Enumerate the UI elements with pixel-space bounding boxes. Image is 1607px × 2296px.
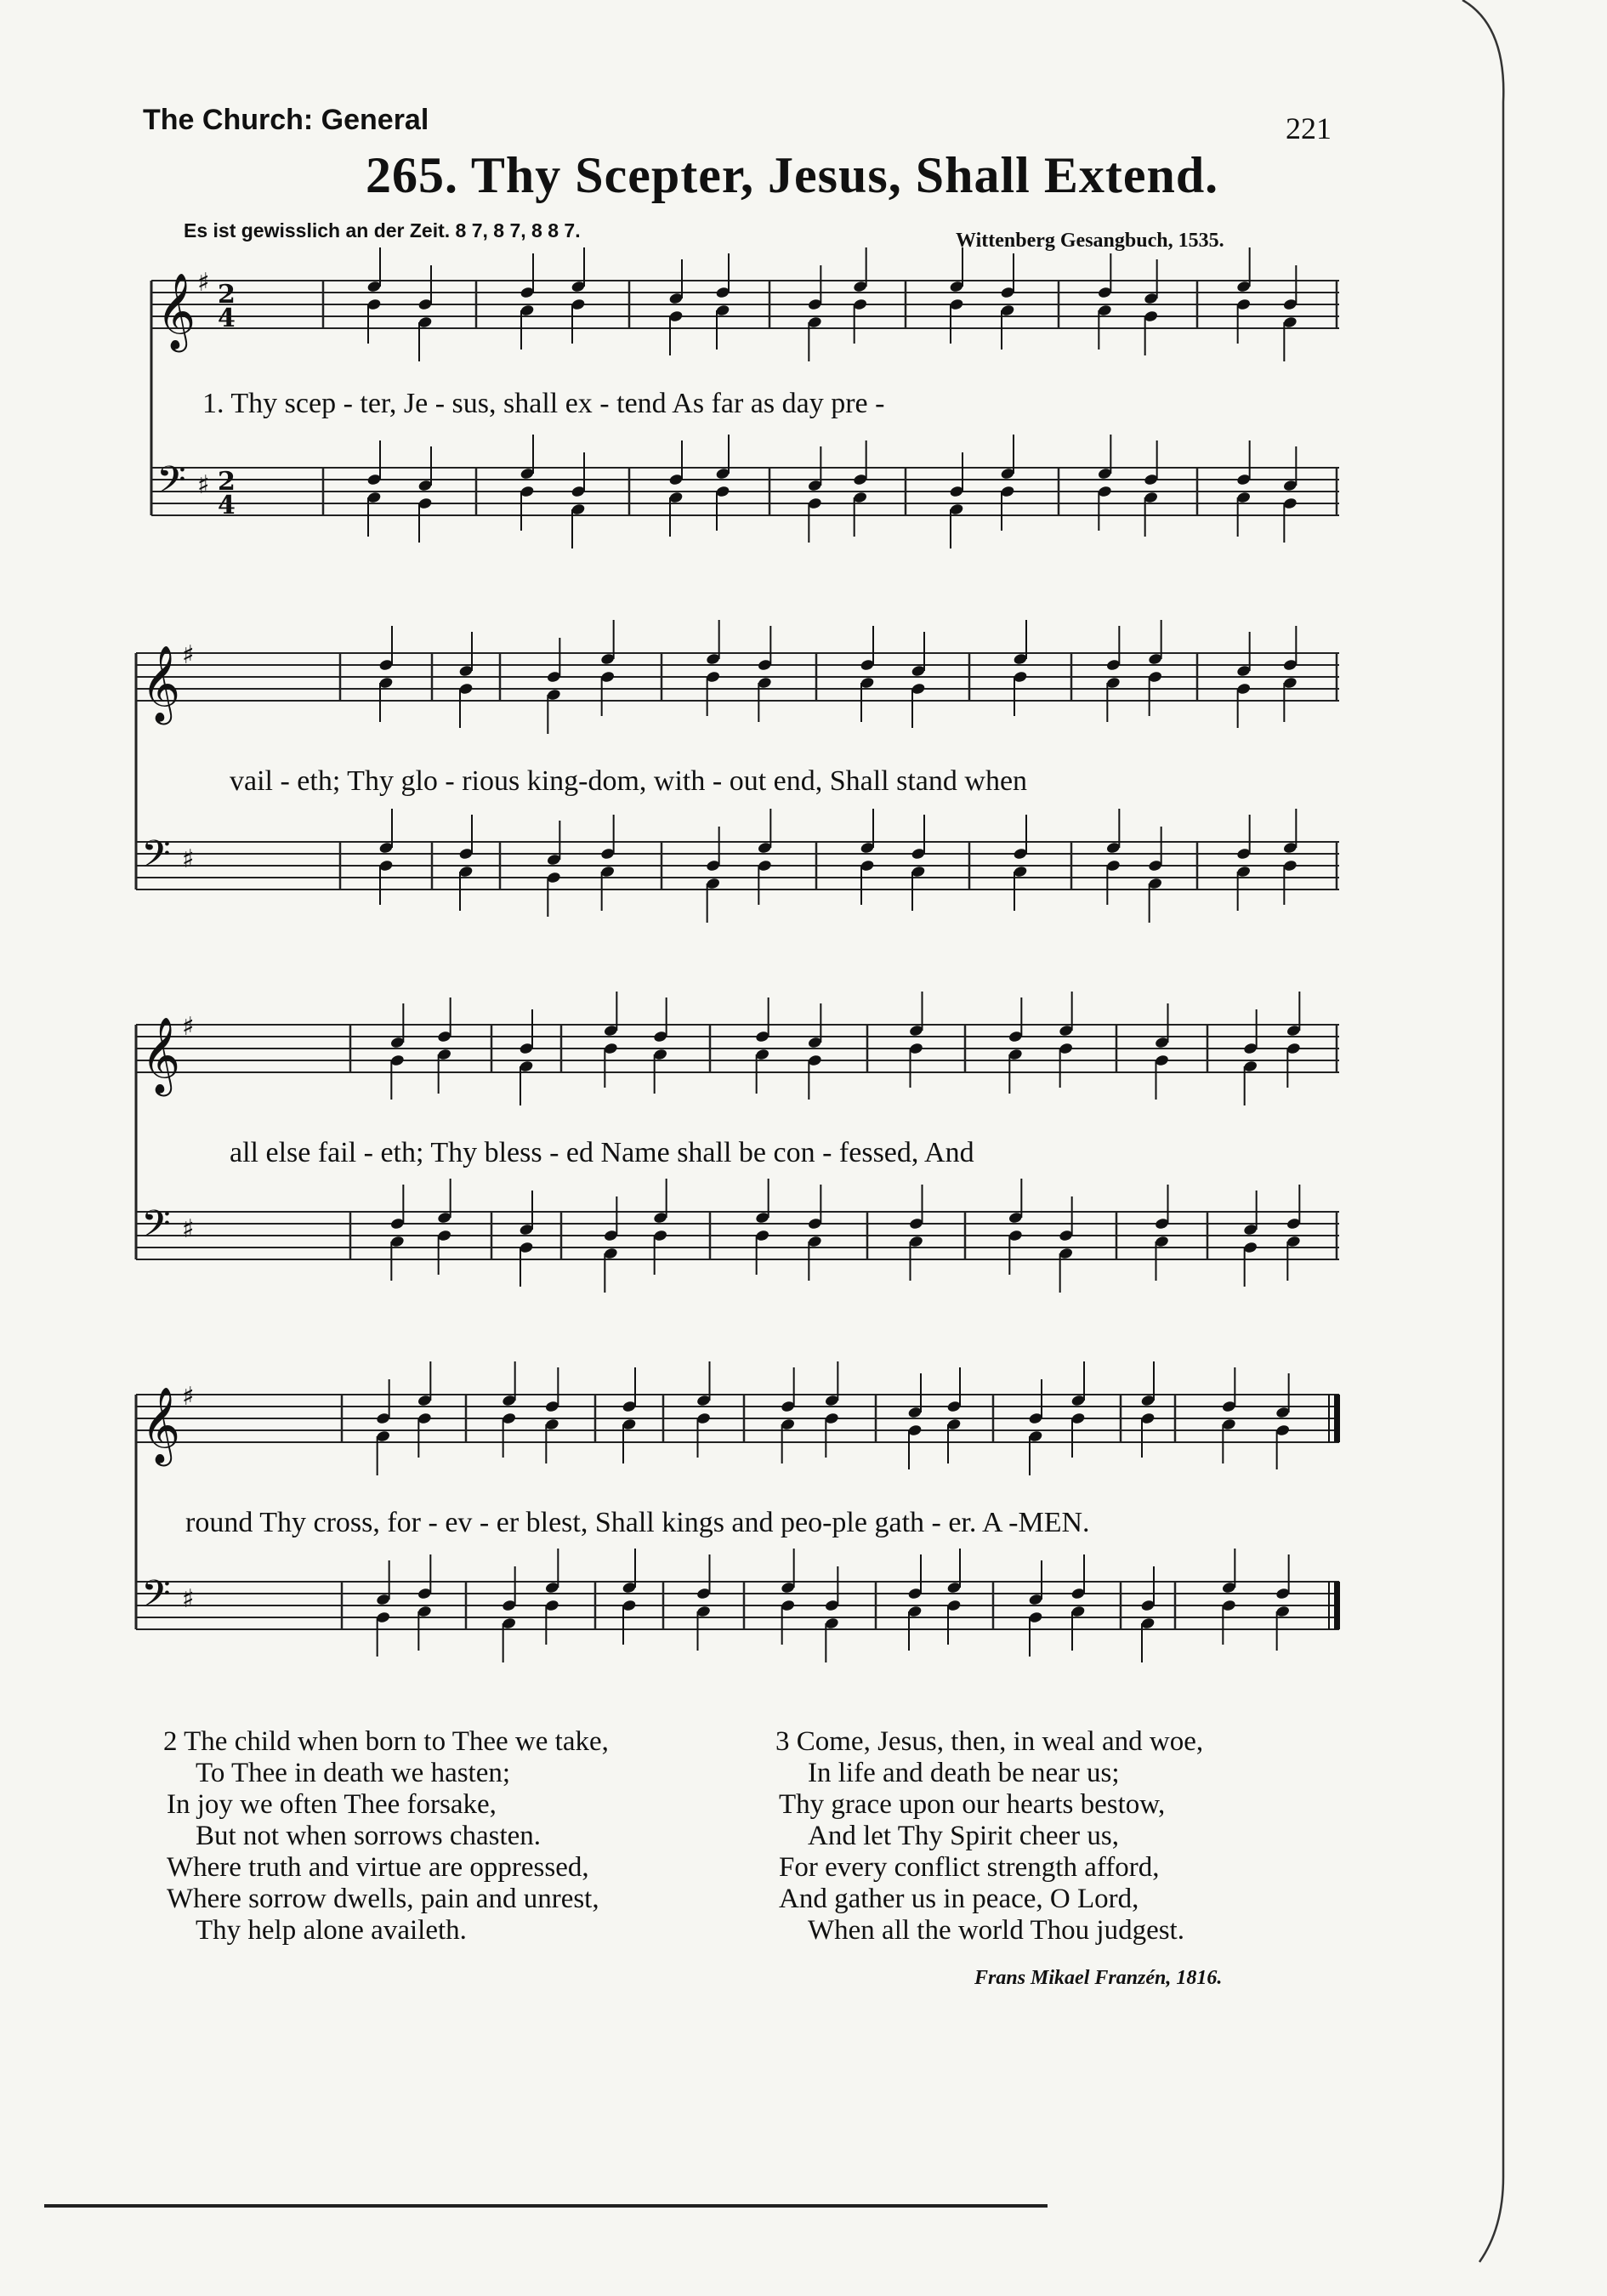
final-barline-thick	[1334, 1395, 1340, 1442]
sharp-icon: ♯	[182, 1214, 195, 1244]
treble-clef-icon: 𝄞	[141, 1387, 181, 1463]
sharp-icon: ♯	[182, 640, 195, 670]
stanza-3	[775, 1726, 1203, 1946]
stanza-line: For every conflict strength afford,	[779, 1852, 1160, 1883]
stanza-line: 2 The child when born to Thee we take,	[163, 1726, 609, 1757]
sharp-icon: ♯	[182, 1382, 195, 1412]
stanza-line: In joy we often Thee forsake,	[167, 1789, 497, 1820]
bottom-rule	[44, 2204, 1048, 2208]
treble-clef-icon: 𝄞	[156, 273, 196, 350]
treble-clef-icon: 𝄞	[141, 645, 181, 722]
tune-meter: Es ist gewisslich an der Zeit. 8 7, 8 7, 8 8 7.	[184, 219, 581, 242]
lyric-line: vail - eth; Thy glo - rious king-dom, with - out end, Shall stand when	[230, 765, 1028, 797]
bass-clef-icon: 𝄢	[141, 832, 171, 885]
time-signature-top: 2	[218, 467, 236, 497]
tune-source: Wittenberg Gesangbuch, 1535.	[956, 230, 1224, 252]
stanza-line: And gather us in peace, O Lord,	[779, 1884, 1139, 1914]
sharp-icon: ♯	[182, 1012, 195, 1042]
stanza-line: Where sorrow dwells, pain and unrest,	[167, 1884, 599, 1914]
section-label: The Church: General	[143, 104, 429, 136]
sharp-icon: ♯	[182, 844, 195, 874]
hymn-title: 265. Thy Scepter, Jesus, Shall Extend.	[366, 147, 1219, 203]
stanza-line: In life and death be near us;	[808, 1758, 1120, 1788]
sharp-icon: ♯	[197, 470, 210, 500]
bass-clef-icon: 𝄢	[141, 1571, 171, 1625]
stanza-line: Thy help alone availeth.	[196, 1915, 467, 1946]
treble-clef-icon: 𝄞	[141, 1017, 181, 1094]
stanza-line: But not when sorrows chasten.	[196, 1821, 542, 1851]
bass-clef-icon: 𝄢	[141, 1202, 171, 1255]
lyric-line: round Thy cross, for - ev - er blest, Shall kings and peo-ple gath - er. A -MEN.	[185, 1507, 1090, 1538]
stanza-line: To Thee in death we hasten;	[196, 1758, 511, 1788]
stanza-line: Where truth and virtue are oppressed,	[167, 1852, 589, 1883]
stanza-line: And let Thy Spirit cheer us,	[808, 1821, 1119, 1851]
bass-clef-icon: 𝄢	[156, 457, 186, 511]
time-signature-bottom: 4	[218, 491, 236, 520]
lyric-line: all else fail - eth; Thy bless - ed Name shall be con - fessed, And	[230, 1137, 974, 1168]
time-signature-bottom: 4	[218, 304, 236, 333]
page-edge	[1462, 0, 1503, 2262]
lyric-line: 1. Thy scep - ter, Je - sus, shall ex - tend As far as day pre -	[202, 388, 885, 419]
page-number: 221	[1286, 111, 1332, 145]
time-signature-top: 2	[218, 280, 236, 310]
author-credit: Frans Mikael Franzén, 1816.	[974, 1967, 1223, 1989]
stanza-line: 3 Come, Jesus, then, in weal and woe,	[775, 1726, 1204, 1757]
final-barline-thick	[1334, 1582, 1340, 1629]
stanza-line: Thy grace upon our hearts bestow,	[779, 1789, 1166, 1820]
stanza-2	[163, 1726, 609, 1946]
stanza-line: When all the world Thou judgest.	[808, 1915, 1184, 1946]
sharp-icon: ♯	[182, 1584, 195, 1614]
sharp-icon: ♯	[197, 268, 210, 298]
